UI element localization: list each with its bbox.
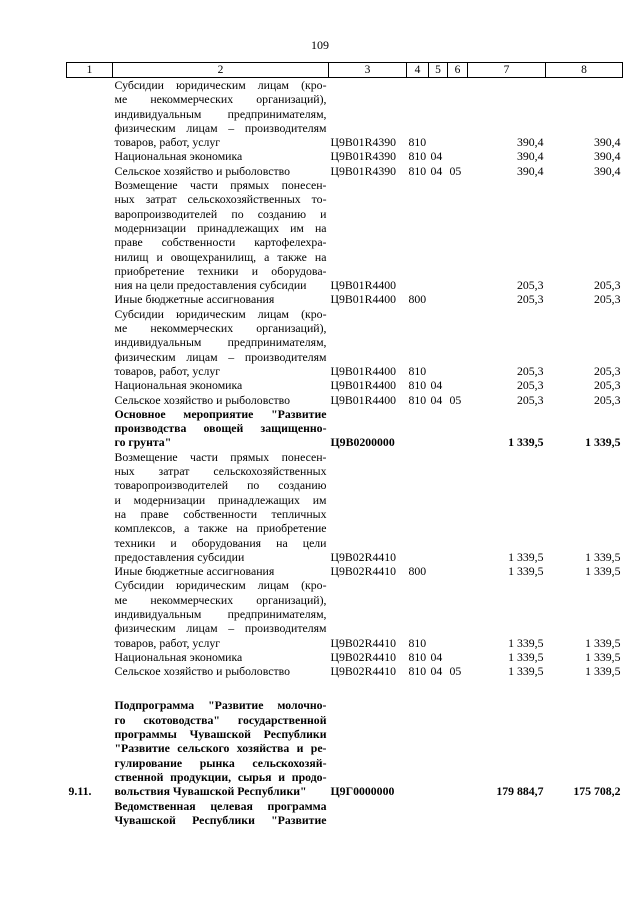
expense-type-code: 810 — [408, 392, 427, 407]
description-line: товаров, работ, услуг — [114, 635, 221, 650]
table-row — [67, 292, 623, 306]
target-article-code: Ц9В01R4390 — [330, 149, 397, 164]
row-description — [113, 292, 329, 306]
description-line: ме некоммерческих организаций), — [114, 321, 327, 336]
amount-col-8: 390,4 — [593, 135, 621, 150]
section-code — [429, 564, 448, 578]
row-description — [113, 393, 329, 407]
target-article-code: Ц9В02R4410 — [330, 635, 397, 650]
table-row — [67, 149, 623, 163]
subsection-code — [448, 578, 468, 649]
description-line: индивидуальным предпринимателям, — [114, 106, 327, 121]
row-number — [67, 407, 113, 450]
table-row — [67, 407, 623, 450]
subsection-code — [448, 78, 468, 150]
section-code — [429, 307, 448, 378]
description-line: го скотоводства" государственной — [114, 712, 327, 727]
row-description — [113, 799, 329, 828]
amount-col-8: 1 339,5 — [585, 549, 621, 564]
target-article-code: Ц9В01R4400 — [330, 278, 397, 293]
subsection-code — [448, 450, 468, 564]
expense-type-code: 810 — [408, 163, 427, 178]
expense-type-code — [407, 799, 429, 828]
subsection-code: 05 — [449, 163, 462, 178]
target-article-code — [329, 799, 407, 828]
description-line: го грунта" — [114, 435, 172, 450]
description-line: Национальная экономика — [114, 378, 243, 393]
amount-col-8: 390,4 — [593, 149, 621, 164]
row-number — [67, 450, 113, 564]
row-number — [67, 650, 113, 664]
section-code — [429, 292, 448, 306]
description-line: ме некоммерческих организаций), — [114, 592, 327, 607]
table-row — [67, 664, 623, 678]
amount-col-8: 205,3 — [593, 278, 621, 293]
description-line: "Развитие сельского хозяйства и ре- — [114, 741, 327, 756]
table-header-row — [67, 63, 623, 78]
table-row — [67, 378, 623, 392]
amount-col-7: 205,3 — [516, 378, 544, 393]
description-line: вольствия Чувашской Республики" — [114, 784, 307, 799]
description-line: Субсидии юридическим лицам (кро- — [114, 306, 327, 321]
column-header: 1 — [67, 63, 113, 78]
row-description — [113, 78, 329, 150]
table-row — [67, 450, 623, 564]
description-line: нилищ и овощехранилищ, а также на — [114, 249, 327, 264]
subsection-code — [448, 178, 468, 292]
description-line: и модернизации принадлежащих им — [114, 492, 327, 507]
description-line: предоставления субсидии — [114, 549, 245, 564]
description-line: ственной продукции, сырья и продо- — [114, 769, 327, 784]
subsection-code — [448, 799, 468, 828]
row-number — [67, 78, 113, 150]
column-header: 2 — [113, 63, 329, 78]
description-line: Сельское хозяйство и рыболовство — [114, 664, 290, 679]
description-line: ных затрат сельскохозяйственных то- — [114, 192, 327, 207]
expense-type-code: 810 — [408, 135, 427, 150]
target-article-code: Ц9В01R4400 — [330, 363, 397, 378]
target-article-code: Ц9В0200000 — [330, 435, 395, 450]
amount-col-7: 205,3 — [516, 392, 544, 407]
amount-col-7: 390,4 — [516, 149, 544, 164]
section-code — [429, 799, 448, 828]
description-line: физическим лицам – производителям — [114, 120, 327, 135]
target-article-code: Ц9В01R4400 — [330, 392, 397, 407]
description-line: Чувашской Республики "Развитие — [114, 812, 327, 827]
table-row — [67, 799, 623, 828]
row-number — [67, 149, 113, 163]
target-article-code: Ц9В02R4410 — [330, 564, 397, 579]
amount-col-7: 205,3 — [516, 363, 544, 378]
amount-col-8: 205,3 — [593, 392, 621, 407]
table-row — [67, 307, 623, 378]
row-description — [113, 450, 329, 564]
description-line: варопроизводителей по созданию и — [114, 206, 327, 221]
amount-col-7: 390,4 — [516, 135, 544, 150]
description-line: техники и оборудования на цели — [114, 535, 327, 550]
spacer-cell — [67, 678, 623, 698]
amount-col-8: 205,3 — [593, 378, 621, 393]
table-row — [67, 578, 623, 649]
description-line: товаропроизводителей по созданию — [114, 478, 327, 493]
row-number — [67, 664, 113, 678]
expense-type-code: 810 — [408, 664, 427, 679]
description-line: Основное мероприятие "Развитие — [114, 406, 327, 421]
expense-type-code: 810 — [408, 363, 427, 378]
budget-table — [66, 62, 623, 827]
section-code — [429, 407, 448, 450]
row-description — [113, 178, 329, 292]
description-line: модернизации принадлежащих им на — [114, 220, 327, 235]
description-line: Ведомственная целевая программа — [114, 798, 327, 813]
target-article-code: Ц9В01R4400 — [330, 292, 397, 307]
amount-col-7: 1 339,5 — [508, 635, 544, 650]
column-header: 3 — [329, 63, 407, 78]
description-line: приобретение техники и оборудова- — [114, 263, 327, 278]
row-description — [113, 378, 329, 392]
description-line: физическим лицам – производителям — [114, 621, 327, 636]
row-description — [113, 149, 329, 163]
description-line: Подпрограмма "Развитие молочно- — [114, 698, 327, 713]
row-number — [67, 799, 113, 828]
amount-col-7: 1 339,5 — [508, 564, 544, 579]
target-article-code: Ц9В02R4410 — [330, 664, 397, 679]
subsection-code: 05 — [449, 664, 462, 679]
amount-col-7: 205,3 — [516, 292, 544, 307]
row-description — [113, 164, 329, 178]
expense-type-code: 800 — [408, 564, 427, 579]
expense-type-code: 810 — [408, 149, 427, 164]
section-code — [429, 78, 448, 150]
description-line: Возмещение части прямых понесен- — [114, 449, 327, 464]
column-header: 7 — [468, 63, 546, 78]
amount-col-7: 179 884,7 — [496, 784, 544, 799]
row-description — [113, 664, 329, 678]
table-row — [67, 564, 623, 578]
row-description — [113, 578, 329, 649]
amount-col-7: 1 339,5 — [508, 649, 544, 664]
expense-type-code: 800 — [408, 292, 427, 307]
amount-col-8: 390,4 — [593, 163, 621, 178]
description-line: комплексов, а также на приобретение — [114, 521, 327, 536]
subsection-code: 05 — [449, 392, 462, 407]
row-number — [67, 292, 113, 306]
target-article-code: Ц9В01R4390 — [330, 135, 397, 150]
amount-col-8: 1 339,5 — [585, 649, 621, 664]
amount-col-8: 1 339,5 — [585, 635, 621, 650]
row-description — [113, 564, 329, 578]
target-article-code: Ц9В01R4400 — [330, 378, 397, 393]
description-line: товаров, работ, услуг — [114, 363, 221, 378]
page-number: 109 — [311, 38, 329, 52]
expense-type-code — [407, 178, 429, 292]
expense-type-code — [407, 407, 429, 450]
section-code: 04 — [430, 649, 443, 664]
expense-type-code: 810 — [408, 378, 427, 393]
description-line: товаров, работ, услуг — [114, 135, 221, 150]
target-article-code: Ц9В01R4390 — [330, 163, 397, 178]
description-line: Иные бюджетные ассигнования — [114, 564, 275, 579]
amount-col-8: 175 708,2 — [573, 784, 621, 799]
section-code — [429, 698, 448, 798]
expense-type-code — [407, 450, 429, 564]
subsection-code — [448, 149, 468, 163]
column-header: 6 — [448, 63, 468, 78]
row-description — [113, 407, 329, 450]
table-row — [67, 698, 623, 798]
subsection-code — [448, 698, 468, 798]
amount-col-8: 1 339,5 — [585, 564, 621, 579]
table-row — [67, 178, 623, 292]
description-line: программы Чувашской Республики — [114, 727, 327, 742]
row-number — [67, 378, 113, 392]
description-line: Субсидии юридическим лицам (кро- — [114, 78, 327, 92]
amount-col-7: 390,4 — [516, 163, 544, 178]
amount-col-7: 205,3 — [516, 278, 544, 293]
description-line: гулирование рынка сельскохозяй- — [114, 755, 327, 770]
row-number — [67, 307, 113, 378]
section-code: 04 — [430, 664, 443, 679]
amount-col-7 — [468, 799, 546, 828]
description-line: ных затрат сельскохозяйственных — [114, 464, 327, 479]
description-line: ме некоммерческих организаций), — [114, 92, 327, 107]
section-code — [429, 178, 448, 292]
description-line: на праве собственности тепличных — [114, 506, 327, 521]
expense-type-code — [407, 698, 429, 798]
row-number — [67, 393, 113, 407]
description-line: индивидуальным предпринимателям, — [114, 606, 327, 621]
amount-col-8 — [546, 799, 623, 828]
section-code — [429, 450, 448, 564]
description-line: производства овощей защищенно- — [114, 421, 327, 436]
section-code: 04 — [430, 163, 443, 178]
row-number: 9.11. — [68, 784, 92, 799]
section-code: 04 — [430, 149, 443, 164]
column-header: 4 — [407, 63, 429, 78]
subsection-code — [448, 407, 468, 450]
amount-col-8: 205,3 — [593, 292, 621, 307]
table-row — [67, 650, 623, 664]
description-line: праве собственности картофелехра- — [114, 235, 327, 250]
row-number — [67, 164, 113, 178]
spacer-row — [67, 678, 623, 698]
table-row — [67, 393, 623, 407]
expense-type-code: 810 — [408, 649, 427, 664]
amount-col-7: 1 339,5 — [508, 435, 544, 450]
subsection-code — [448, 650, 468, 664]
subsection-code — [448, 307, 468, 378]
description-line: ния на цели предоставления субсидии — [114, 278, 307, 293]
row-description — [113, 698, 329, 798]
expense-type-code: 810 — [408, 635, 427, 650]
description-line: Субсидии юридическим лицам (кро- — [114, 578, 327, 593]
target-article-code: Ц9Г0000000 — [330, 784, 395, 799]
subsection-code — [448, 564, 468, 578]
section-code — [429, 578, 448, 649]
description-line: Национальная экономика — [114, 149, 243, 164]
target-article-code: Ц9В02R4410 — [330, 549, 397, 564]
description-line: физическим лицам – производителям — [114, 349, 327, 364]
subsection-code — [448, 378, 468, 392]
amount-col-7: 1 339,5 — [508, 549, 544, 564]
amount-col-8: 205,3 — [593, 363, 621, 378]
description-line: Иные бюджетные ассигнования — [114, 292, 275, 307]
row-number — [67, 564, 113, 578]
section-code: 04 — [430, 378, 443, 393]
column-header: 5 — [429, 63, 448, 78]
target-article-code: Ц9В02R4410 — [330, 649, 397, 664]
row-description — [113, 307, 329, 378]
subsection-code — [448, 292, 468, 306]
section-code: 04 — [430, 392, 443, 407]
description-line: Национальная экономика — [114, 649, 243, 664]
description-line: индивидуальным предпринимателям, — [114, 335, 327, 350]
amount-col-8: 1 339,5 — [585, 664, 621, 679]
table-row — [67, 164, 623, 178]
description-line: Сельское хозяйство и рыболовство — [114, 163, 290, 178]
amount-col-8: 1 339,5 — [585, 435, 621, 450]
row-number — [67, 578, 113, 649]
column-header: 8 — [546, 63, 623, 78]
row-number — [67, 178, 113, 292]
table-row — [67, 78, 623, 150]
description-line: Сельское хозяйство и рыболовство — [114, 392, 290, 407]
description-line: Возмещение части прямых понесен- — [114, 178, 327, 193]
amount-col-7: 1 339,5 — [508, 664, 544, 679]
row-description — [113, 650, 329, 664]
